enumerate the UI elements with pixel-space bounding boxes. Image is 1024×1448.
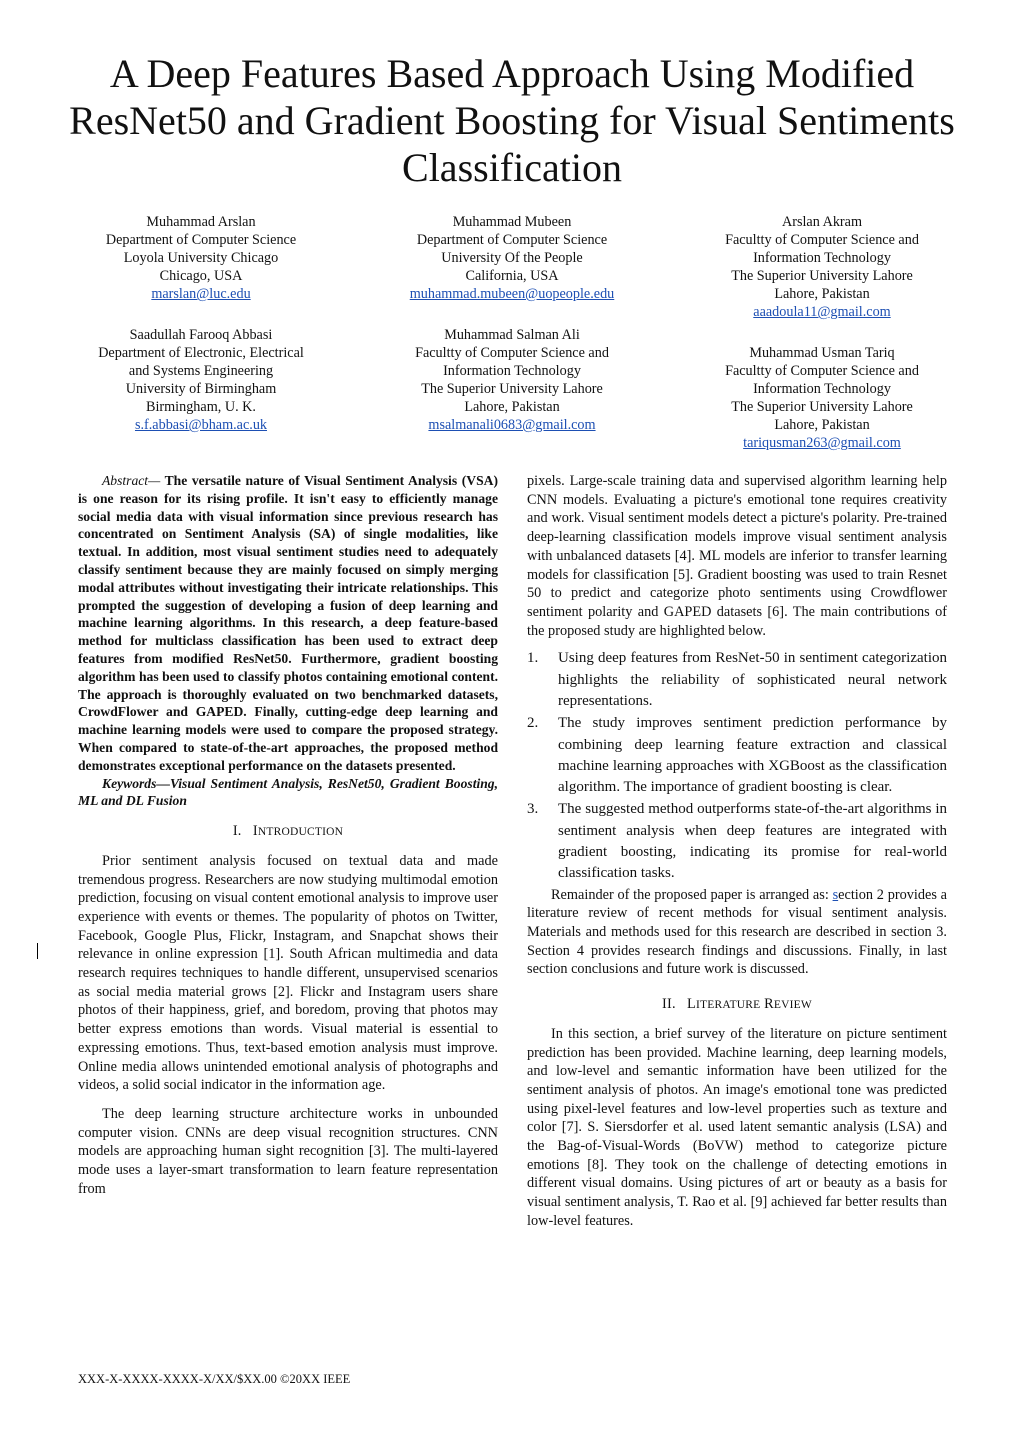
left-column xyxy=(78,472,498,1199)
author-affiliation: Facultty of Computer Science and xyxy=(415,345,609,361)
author-name: Saadullah Farooq Abbasi xyxy=(129,327,273,343)
author-affiliation: Facultty of Computer Science and xyxy=(725,363,919,379)
author-name: Arslan Akram xyxy=(782,214,862,230)
abstract-text: The versatile nature of Visual Sentiment Analysis (VSA) is one reason for its rising profile. It isn't easy to efficiently manage social media data with visual information since previous research has concentrated on Sentiment Analysis (SA) of single modalities, like textual. In addition, most visual sentiment studies need to adequately classify sentiment because they are mainly focused on simply merging modal attributes without investigating their intricate relationships. This prompted the suggestion of developing a fusion of deep learning and machine learning algorithms. In this research, a deep feature-based method for multiclass classification has been used to extract deep features from modified ResNet50. Furthermore, gradient boosting algorithm has been used to classify photos containing emotional content. The approach is thoroughly evaluated on two benchmarked datasets, CrowdFlower and GAPED. Finally, cutting-edge deep learning and machine learning models were used to compare the proposed strategy. When compared to state-of-the-art approaches, the proposed method demonstrates exceptional performance on the datasets presented. xyxy=(78,473,498,773)
keywords-text: Visual Sentiment Analysis, ResNet50, Gradient Boosting, ML and DL Fusion xyxy=(78,775,498,809)
section-heading-literature-review: II. LITERATURE REVIEW xyxy=(662,996,812,1013)
author-affiliation: University of Birmingham xyxy=(125,381,277,397)
author-email-link[interactable]: msalmanali0683@gmail.com xyxy=(428,417,596,433)
list-item: 1. Using deep features from ResNet-50 in sentiment categorization highlights the reliability of sophisticated neural network representations. xyxy=(527,650,947,709)
author-email-link[interactable]: muhammad.mubeen@uopeople.edu xyxy=(409,286,615,302)
author-block xyxy=(51,326,351,434)
author-email-link[interactable]: s.f.abbasi@bham.ac.uk xyxy=(134,417,268,433)
author-name: Muhammad Arslan xyxy=(146,214,256,230)
author-affiliation: Facultty of Computer Science and xyxy=(725,232,919,248)
author-email-link[interactable]: tariqusman263@gmail.com xyxy=(743,435,901,451)
author-affiliation: The Superior University Lahore xyxy=(731,399,913,415)
author-name: Muhammad Mubeen xyxy=(452,214,572,230)
intro-paragraph: Prior sentiment analysis focused on textual data and made tremendous progress. Researchers are now studying multimodal emotion prediction, focusing on visual content emotional analysis to improve user experience with events or themes. The popularity of photos on Twitter, Facebook, Google Plus, Flickr, Instagram, and Snapchat shows their relevance in online expression [1]. South African multimedia and data research requires techniques to handle different, unsupervised scenarios as social media material grows [2]. Flickr and Instagram users share photos of their happiness, grief, and boredom, proving that photos may better express emotions than words. Visual material is essential to expressing emotions. Thus, text-based emotion analysis must improve. Online media allows unintended emotional analysis of photographs and videos, a solid social indicator in the information age. xyxy=(78,852,498,1094)
author-email-link[interactable]: marslan@luc.edu xyxy=(151,286,251,302)
author-block xyxy=(51,213,351,303)
author-affiliation: Lahore, Pakistan xyxy=(774,286,870,302)
author-affiliation: University Of the People xyxy=(441,250,583,266)
author-affiliation: California, USA xyxy=(465,268,559,284)
margin-change-bar xyxy=(37,943,38,959)
author-block xyxy=(672,213,972,321)
author-affiliation: Lahore, Pakistan xyxy=(774,417,870,433)
section-heading-introduction: I. INTRODUCTION xyxy=(232,823,344,840)
author-email-link[interactable]: aaadoula11@gmail.com xyxy=(753,304,891,320)
author-affiliation: The Superior University Lahore xyxy=(731,268,913,284)
author-block xyxy=(362,326,662,434)
footer-copyright: XXX-X-XXXX-XXXX-X/XX/$XX.00 ©20XX IEEE xyxy=(78,1372,351,1386)
author-affiliation: Department of Computer Science xyxy=(105,232,297,248)
intro-paragraph: The deep learning structure architecture works in unbounded computer vision. CNNs are deep visual recognition structures. CNN models are approaching human sight recognition [3]. The multi-layered mode uses a layer-smart transformation to learn feature representation from xyxy=(78,1105,498,1197)
keywords: Keywords—Visual Sentiment Analysis, ResNet50, Gradient Boosting, ML and DL Fusion xyxy=(78,775,498,809)
author-affiliation: and Systems Engineering xyxy=(128,363,274,379)
author-block xyxy=(672,344,972,452)
paper-title: A Deep Features Based Approach Using Modified ResNet50 and Gradient Boosting for Visual Sentiments Classification xyxy=(69,51,955,190)
list-item: 3. The suggested method outperforms state-of-the-art algorithms in sentiment analysis when deep features are integrated with gradient boosting, indicating its promise for real-world classification tasks. xyxy=(527,801,947,882)
author-block xyxy=(362,213,662,303)
author-affiliation: Department of Electronic, Electrical xyxy=(98,345,304,361)
author-affiliation: Information Technology xyxy=(753,381,891,397)
intro-paragraph-continued: pixels. Large-scale training data and supervised algorithm learning help CNN models. Evaluating a picture's emotional tone requires creativity and work. Visual sentiment models detect a picture's polarity. Pre-trained deep-learning classification models improve visual sentiment analysis with unbalanced datasets [4]. ML models are inferior to transfer learning models for classification [5]. Gradient boosting was used to train Resnet 50 to predict and categorize photo sentiments using Crowdflower sentiment polarity and GAPED datasets [6]. The main contributions of the proposed study are highlighted below. xyxy=(527,473,947,639)
abstract-label: Abstract xyxy=(102,473,149,488)
author-affiliation: Loyola University Chicago xyxy=(123,250,279,266)
author-affiliation: The Superior University Lahore xyxy=(421,381,603,397)
author-affiliation: Information Technology xyxy=(443,363,581,379)
author-affiliation: Information Technology xyxy=(753,250,891,266)
keywords-label: Keywords xyxy=(102,775,157,791)
right-column xyxy=(527,472,947,1231)
author-name: Muhammad Usman Tariq xyxy=(749,345,895,361)
author-affiliation: Chicago, USA xyxy=(159,268,243,284)
author-affiliation: Lahore, Pakistan xyxy=(464,399,560,415)
author-affiliation: Birmingham, U. K. xyxy=(146,399,256,415)
list-item: 2. The study improves sentiment prediction performance by combining deep learning feature extraction and classical machine learning approaches with XGBoost as the classification algorithm. The importance of gradient boosting is clear. xyxy=(527,715,947,796)
abstract: Abstract— The versatile nature of Visual Sentiment Analysis (VSA) is one reason for its rising profile. It isn't easy to efficiently manage social media data with visual information since previous research has concentrated on Sentiment Analysis (SA) of single modalities, like textual. In addition, most visual sentiment studies need to adequately classify sentiment because they are mainly focused on simply merging modal attributes without investigating their intricate relationships. This prompted the suggestion of developing a fusion of deep learning and machine learning algorithms. In this research, a deep feature-based method for multiclass classification has been used to extract deep features from modified ResNet50. Furthermore, gradient boosting algorithm has been used to classify photos containing emotional content. The approach is thoroughly evaluated on two benchmarked datasets, CrowdFlower and GAPED. Finally, cutting-edge deep learning and machine learning models were used to compare the proposed strategy. When compared to state-of-the-art approaches, the proposed method demonstrates exceptional performance on the datasets presented. xyxy=(78,473,498,773)
remainder-paragraph: Remainder of the proposed paper is arranged as: section 2 provides a literature review of recent methods for visual sentiment analysis. Materials and methods used for this research are described in section 3. Section 4 provides research findings and discussions. Finally, in last section conclusions and future work is discussed. xyxy=(527,886,948,978)
contributions-list xyxy=(527,648,947,884)
author-affiliation: Department of Computer Science xyxy=(416,232,608,248)
literature-paragraph: In this section, a brief survey of the literature on picture sentiment prediction has been provided. Machine learning, deep learning models, and low-level and semantic information have been utilized for the sentiment analysis of photos. An image's emotional tone was predicted using pixel-level features and low-level properties such as texture and color [7]. S. Siersdorfer et al. used latent semantic analysis (LSA) and the Bag-of-Visual-Words (BoVW) method to categorize picture emotions [8]. They took on the challenge of detecting emotions in different visual domains. Using pictures of art or beauty as a basis for visual sentiment analysis, T. Rao et al. [9] achieved far better results than low-level features. xyxy=(527,1025,947,1229)
author-name: Muhammad Salman Ali xyxy=(444,327,580,343)
